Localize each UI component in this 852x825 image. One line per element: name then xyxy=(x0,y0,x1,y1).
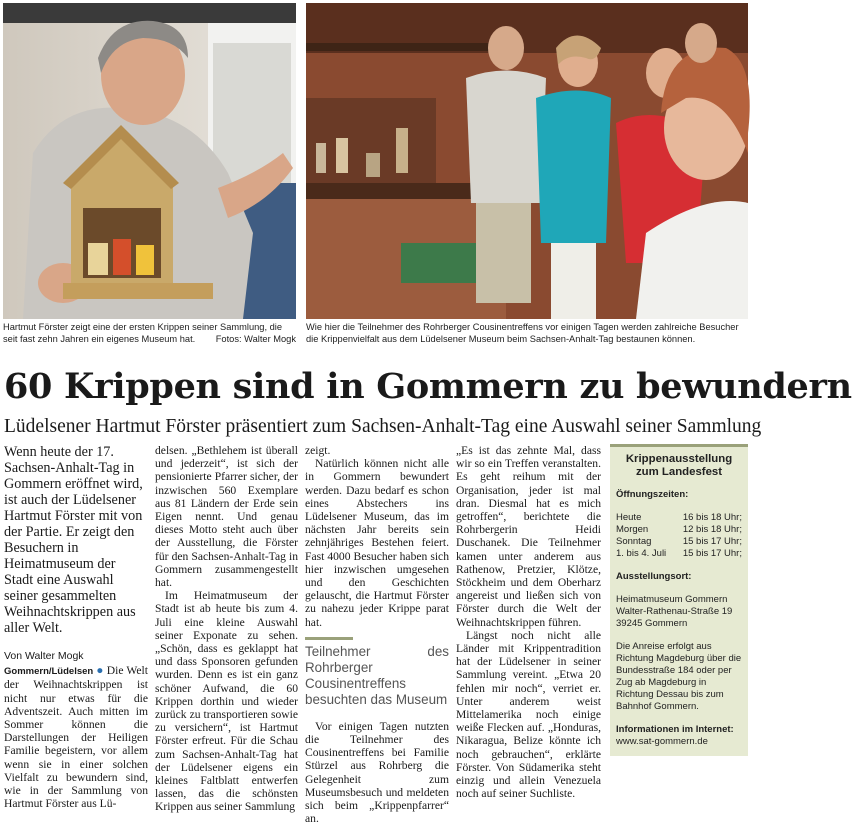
column-4-paragraph-2: Längst noch nicht alle Länder mit Krippentradition hat der Lüdelsener in seiner Sammlung vereint. „Etwa 20 fehlen mir noch“, verriet er. Unter anderem weist Mittelamerika noch einige weiße Flecken auf. „Honduras, Nikaragua, Belize könnte ich noch gebrauchen“, erklärte Förster. Von Südamerika steht einzig und allein Venezuela noch auf seiner Suchliste. xyxy=(456,628,601,801)
photo-hartmut-foerster xyxy=(3,3,296,319)
dateline-bullet-icon: ● xyxy=(96,664,104,678)
hours-row xyxy=(616,536,742,548)
hours-row xyxy=(616,512,742,524)
hours-row xyxy=(616,548,742,560)
photo-credit: Fotos: Walter Mogk xyxy=(215,334,296,344)
hours-time: 15 bis 17 Uhr; xyxy=(682,536,742,547)
hours-time: 16 bis 18 Uhr; xyxy=(682,512,742,523)
column-2-paragraph-1: delsen. „Bethlehem ist überall und jederzeit“, ist sich der pensionierte Pfarrer sicher, der inzwischen 560 Exemplare aus 81 Ländern der Erde sein Eigen nennt. Und genau dieses Motto steht auch über der Ausstellung, die Förster für den Sachsen-Anhalt-Tag in Gommern zusammengestellt hat. xyxy=(155,444,298,590)
hours-row xyxy=(616,524,742,536)
hours-label: Öffnungszeiten: xyxy=(616,489,689,500)
column-1-text: Die Welt der Weihnachtskrippen ist nicht nur etwas für die Adventszeit. Auch mitten im Sommer können die Darstellungen der Heiligen Familie begeistern, vor allem wenn sie in einer solchen Vielfalt zu bewundern sind, wie in der Sammlung von Hartmut Förster aus Lü- xyxy=(4,664,148,811)
info-box-top-bar xyxy=(610,444,748,447)
column-4-paragraph-1: „Es ist das zehnte Mal, dass wir so ein Treffen veranstalten. Es geht reihum mit der Organisation, jeder ist mal dran. Diesmal hat es mich getroffen“, berichtete die Rohrbergerin Heidi Duschanek. Die Teilnehmer kamen unter anderem aus Rathenow, Pretzier, Klötze, Stöckheim und dem Oberharz angereist und ließen sich von Förster durch die Welt der Weihnachtskrippen führen. xyxy=(456,444,601,629)
hours-time: 15 bis 17 Uhr; xyxy=(682,548,742,559)
article-column-4 xyxy=(456,444,601,800)
location-street: Walter-Rathenau-Straße 19 xyxy=(616,606,733,617)
headline: 60 Krippen sind in Gommern zu bewundern xyxy=(4,366,852,407)
location-name: Heimatmuseum Gommern xyxy=(616,594,728,605)
article-column-3 xyxy=(305,444,449,825)
hours-day: 1. bis 4. Juli xyxy=(616,548,667,559)
internet-link[interactable]: www.sat-gommern.de xyxy=(616,736,708,747)
byline: Von Walter Mogk xyxy=(4,650,84,662)
column-3-paragraph-3: Vor einigen Tagen nutzten die Teilnehmer des Cousinentreffens bei Familie Stürzel aus Rohrberg die Gelegenheit zum Museumsbesuch und meldeten sich beim „Krippenpfarrer“ an. xyxy=(305,719,449,825)
column-1-body xyxy=(4,664,148,810)
hours-table xyxy=(616,512,742,560)
right-photo-caption: Wie hier die Teilnehmer des Rohrberger Cousinentreffens vor einigen Tagen werden zahlreiche Besucher die Krippenvielfalt aus dem Lüdelsener Museum beim Sachsen-Anhalt-Tag bestaunen können. xyxy=(306,322,739,344)
info-box-title: Krippenausstellung zum Landesfest xyxy=(625,453,733,478)
location-city: 39245 Gommern xyxy=(616,618,688,629)
left-photo-caption xyxy=(3,321,296,345)
subhead-divider xyxy=(305,637,353,640)
article-column-2 xyxy=(155,444,298,814)
column-3-paragraph-1: zeigt. xyxy=(305,444,331,457)
hours-day: Morgen xyxy=(616,524,649,535)
hours-day: Heute xyxy=(616,512,642,523)
column-3-subhead: Teilnehmer des Rohrberger Cousinentreffens besuchten das Museum xyxy=(305,643,449,707)
article-column-1 xyxy=(4,444,148,810)
subheadline: Lüdelsener Hartmut Förster präsentiert zum Sachsen-Anhalt-Tag eine Auswahl seiner Sammlung xyxy=(4,416,762,437)
hours-day: Sonntag xyxy=(616,536,652,547)
hours-time: 12 bis 18 Uhr; xyxy=(682,524,742,535)
info-box xyxy=(610,444,748,756)
article-lead: Wenn heute der 17. Sachsen-Anhalt-Tag in Gommern eröffnet wird, ist auch der Lüdelsener Hartmut Förster mit von der Partie. Er zeigt den Besuchern in Heimatmuseum der Stadt eine Auswahl seiner gesammelten Weihnachtskrippen aus aller Welt. xyxy=(4,444,143,636)
location-label: Ausstellungsort: xyxy=(616,571,692,582)
directions-text: Die Anreise erfolgt aus Richtung Magdeburg über die Bundesstraße 184 oder per Zug ab Magdeburg in Richtung Dessau bis zum Bahnhof Gommern. xyxy=(616,641,742,712)
column-2-paragraph-2: Im Heimatmuseum der Stadt ist ab heute bis zum 4. Juli eine kleine Auswahl seiner Exponate zu sehen. „Schön, dass es geklappt hat und dass Sponsoren gefunden wurden. Denn es ist ein ganz schöner Aufwand, die 60 Krippen dorthin und wieder zurück zu transportieren sowie zu versichern“, ist Hartmut Förster erfreut. Für die Schau zum Sachsen-Anhalt-Tag hat der Lüdelsener eigens ein kleines Faltblatt entwerfen lassen, das die schönsten Krippen aus seiner Sammlung xyxy=(155,589,298,814)
dateline: Gommern/Lüdelsen xyxy=(4,666,94,678)
internet-label: Informationen im Internet: xyxy=(616,724,734,735)
photo-museum-visitors xyxy=(306,3,748,319)
column-3-paragraph-2: Natürlich können nicht alle in Gommern bewundert werden. Dazu bedarf es schon eines Abstechers ins Lüdelsener Museum, das im nächsten Jahr bereits sein zehnjähriges Bestehen feiert. Fast 4000 Besucher haben sich hier inzwischen umgesehen und den Geschichten gelauscht, die Hartmut Förster zu nahezu jeder Krippe parat hat. xyxy=(305,457,449,629)
caption-text: Hartmut Förster zeigt eine der ersten Krippen seiner Sammlung, die seit fast zehn Jahren ein eigenes Museum hat. xyxy=(3,322,283,344)
